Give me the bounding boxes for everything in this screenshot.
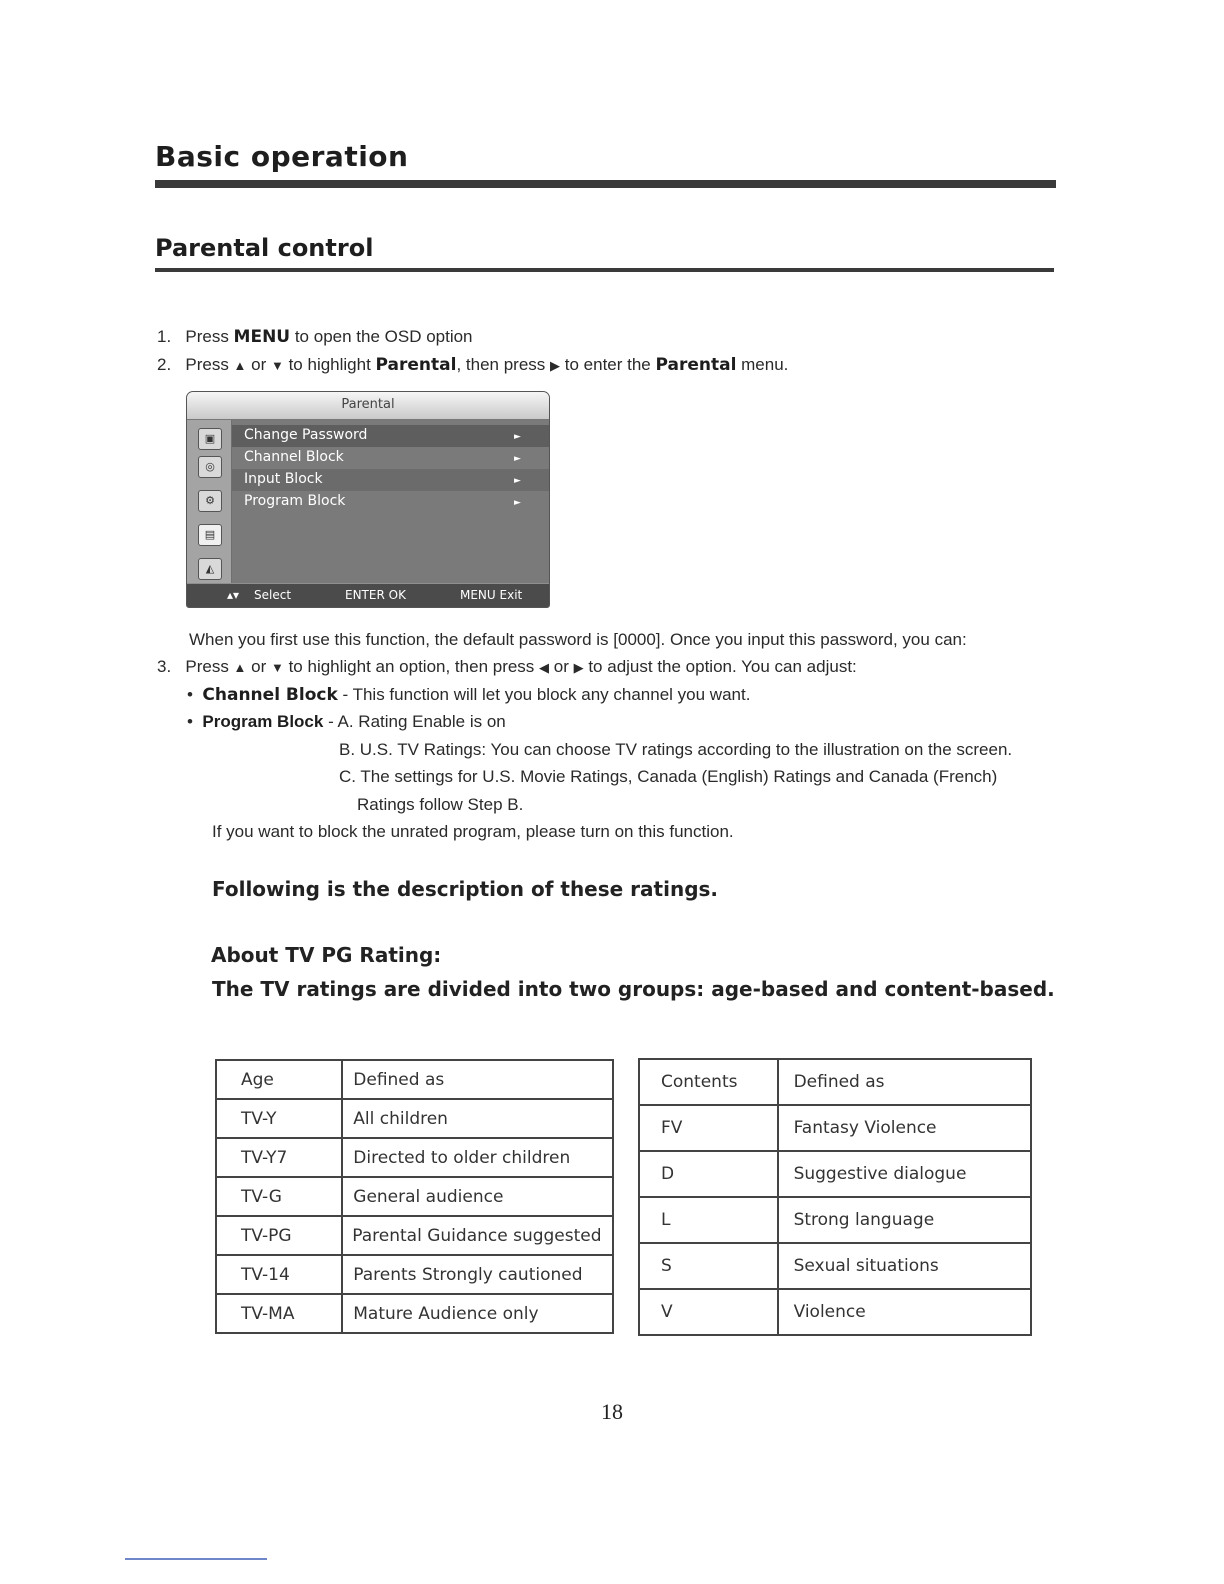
content-definition: Sexual situations <box>778 1243 1031 1289</box>
step-text: to enter the <box>560 355 656 374</box>
table-row <box>216 1216 613 1255</box>
ratings-description-heading: Following is the description of these ratings. <box>212 877 719 901</box>
rating-definition: Parents Strongly cautioned <box>342 1255 613 1294</box>
submenu-arrow-icon: ► <box>514 498 521 508</box>
step-text: Press <box>185 327 234 346</box>
program-block-step-c: C. The settings for U.S. Movie Ratings, Canada (English) Ratings and Canada (French) <box>339 767 998 786</box>
step-text: to adjust the option. You can adjust: <box>583 657 857 676</box>
table-row <box>216 1294 613 1333</box>
step-3 <box>157 657 857 677</box>
program-block-item <box>187 712 506 732</box>
table-row <box>216 1177 613 1216</box>
down-arrow-icon: ▼ <box>270 660 284 675</box>
content-code: D <box>639 1151 778 1197</box>
age-ratings-table <box>215 1059 614 1334</box>
table-header: Defined as <box>778 1059 1031 1105</box>
table-row <box>639 1197 1031 1243</box>
right-arrow-icon: ▶ <box>573 660 584 675</box>
password-note: When you first use this function, the default password is [0000]. Once you input this password, you can: <box>189 630 967 649</box>
rating-code: TV-Y <box>216 1099 342 1138</box>
program-block-step-b: B. U.S. TV Ratings: You can choose TV ratings according to the illustration on the screen. <box>339 740 1013 759</box>
osd-item-input-block[interactable]: Input Block <box>244 471 323 487</box>
submenu-arrow-icon: ► <box>514 432 521 442</box>
osd-title: Parental <box>187 392 549 420</box>
rating-definition: All children <box>342 1099 613 1138</box>
content-definition: Suggestive dialogue <box>778 1151 1031 1197</box>
tv-pg-rating-heading: About TV PG Rating: <box>211 943 442 967</box>
program-block-text: - A. Rating Enable is on <box>323 712 506 731</box>
footer-line <box>125 1558 267 1560</box>
channel-icon: ◭ <box>198 558 222 580</box>
step-text: or <box>246 657 271 676</box>
table-header: Defined as <box>342 1060 613 1099</box>
picture-icon: ▣ <box>198 428 222 450</box>
left-arrow-icon: ◀ <box>539 660 550 675</box>
table-row <box>639 1243 1031 1289</box>
table-row <box>639 1105 1031 1151</box>
submenu-arrow-icon: ► <box>514 454 521 464</box>
content-ratings-table <box>638 1058 1032 1336</box>
menu-key-label: MENU <box>233 327 291 347</box>
rating-definition: General audience <box>342 1177 613 1216</box>
step-text: menu. <box>736 355 789 374</box>
channel-block-label: Channel Block <box>202 685 338 705</box>
content-code: S <box>639 1243 778 1289</box>
table-row <box>216 1099 613 1138</box>
parental-osd-menu <box>186 391 550 608</box>
osd-item-change-password[interactable]: Change Password <box>244 427 368 443</box>
osd-footer-menu: MENU Exit <box>460 588 523 602</box>
rating-groups-heading: The TV ratings are divided into two groups: age-based and content-based. <box>212 977 1055 1001</box>
program-block-label: Program Block <box>202 712 324 731</box>
parental-label: Parental <box>655 355 737 375</box>
content-code: FV <box>639 1105 778 1151</box>
rating-code: TV-PG <box>216 1216 342 1255</box>
osd-menu-list <box>232 420 549 583</box>
osd-sidebar <box>187 420 232 583</box>
rating-code: TV-MA <box>216 1294 342 1333</box>
right-arrow-icon: ▶ <box>550 358 561 373</box>
rating-definition: Mature Audience only <box>342 1294 613 1333</box>
bullet-icon: • <box>187 712 193 731</box>
step-1 <box>157 327 473 347</box>
step-2 <box>157 355 788 375</box>
step-number: 2. <box>157 355 172 374</box>
table-header-row <box>639 1059 1031 1105</box>
step-text: to highlight <box>283 355 376 374</box>
table-row <box>639 1289 1031 1335</box>
section-title: Parental control <box>155 234 374 262</box>
up-arrow-icon: ▲ <box>233 358 247 373</box>
lock-icon: ▤ <box>198 524 222 546</box>
up-arrow-icon: ▲ <box>233 660 247 675</box>
content-code: V <box>639 1289 778 1335</box>
down-arrow-icon: ▼ <box>270 358 284 373</box>
parental-label: Parental <box>375 355 457 375</box>
table-row <box>216 1138 613 1177</box>
rating-code: TV-Y7 <box>216 1138 342 1177</box>
updown-icon: ▴▾ <box>227 588 240 602</box>
step-text: or <box>549 657 574 676</box>
content-definition: Fantasy Violence <box>778 1105 1031 1151</box>
osd-footer-select: Select <box>254 588 292 602</box>
content-definition: Strong language <box>778 1197 1031 1243</box>
step-number: 1. <box>157 327 172 346</box>
content-code: L <box>639 1197 778 1243</box>
channel-block-text: - This function will let you block any channel you want. <box>337 685 751 704</box>
osd-footer <box>187 584 549 607</box>
section-rule <box>155 268 1054 272</box>
table-header-row <box>216 1060 613 1099</box>
submenu-arrow-icon: ► <box>514 476 521 486</box>
table-header: Age <box>216 1060 342 1099</box>
step-text: or <box>246 355 271 374</box>
channel-block-item <box>187 685 750 705</box>
step-number: 3. <box>157 657 172 676</box>
table-row <box>639 1151 1031 1197</box>
step-text: to highlight an option, then press <box>283 657 540 676</box>
table-row <box>216 1255 613 1294</box>
step-text: , then press <box>456 355 551 374</box>
step-text: to open the OSD option <box>290 327 473 346</box>
osd-item-channel-block[interactable]: Channel Block <box>244 449 344 465</box>
content-definition: Violence <box>778 1289 1031 1335</box>
title-rule <box>155 180 1056 188</box>
osd-footer-enter: ENTER OK <box>345 588 406 602</box>
bullet-icon: • <box>187 685 193 704</box>
rating-definition: Parental Guidance suggested <box>342 1216 613 1255</box>
unrated-note: If you want to block the unrated program, please turn on this function. <box>212 822 734 841</box>
step-text: Press <box>185 657 234 676</box>
table-header: Contents <box>639 1059 778 1105</box>
rating-code: TV-14 <box>216 1255 342 1294</box>
sound-icon: ◎ <box>198 456 222 478</box>
osd-item-program-block[interactable]: Program Block <box>244 493 346 509</box>
rating-definition: Directed to older children <box>342 1138 613 1177</box>
page-title: Basic operation <box>155 140 409 173</box>
step-text: Press <box>185 355 234 374</box>
setup-icon: ⚙ <box>198 490 222 512</box>
rating-code: TV-G <box>216 1177 342 1216</box>
page-number: 18 <box>601 1399 623 1424</box>
program-block-step-c-cont: Ratings follow Step B. <box>357 795 524 814</box>
